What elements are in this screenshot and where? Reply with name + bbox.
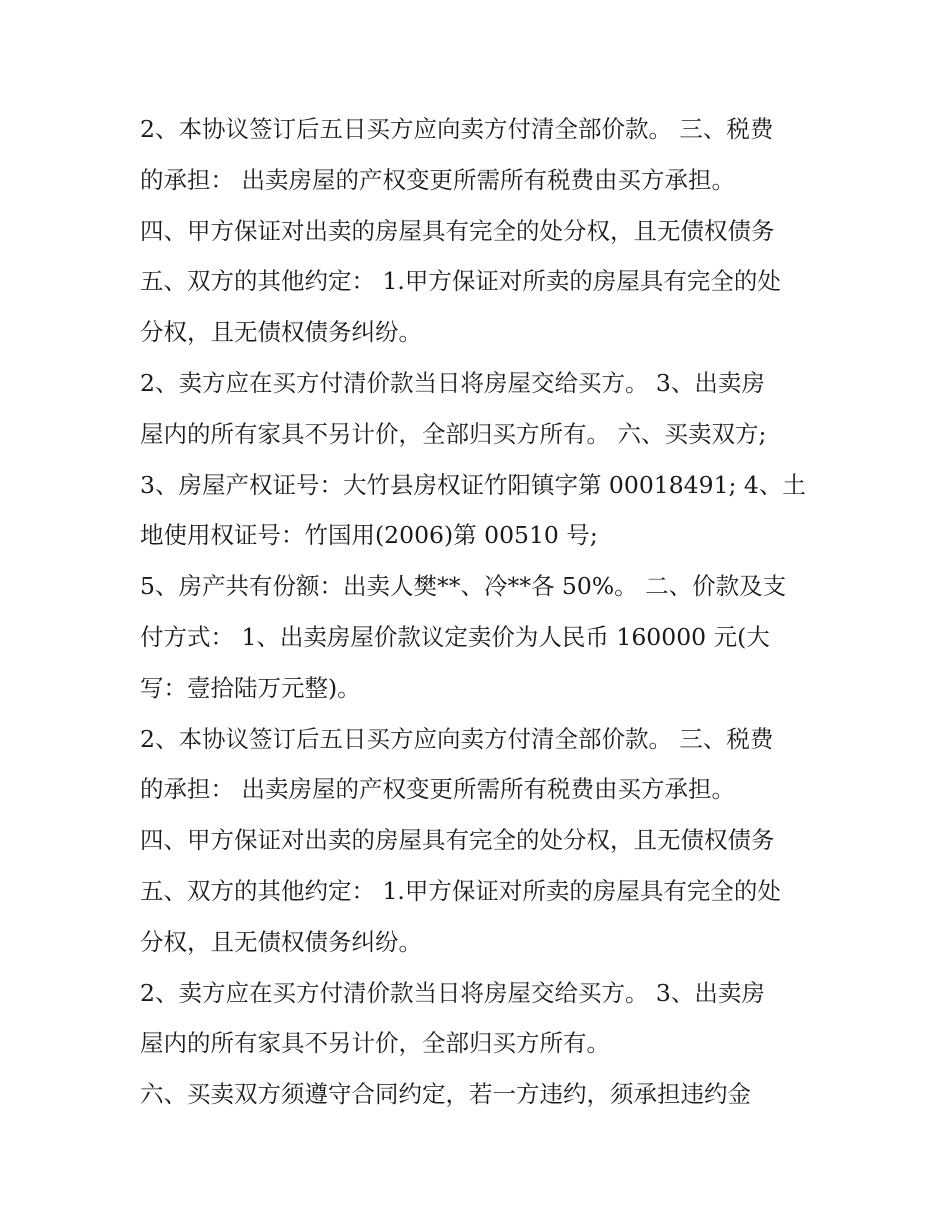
text-line-3: 四、甲方保证对出卖的房屋具有完全的处分权，且无债权债务 <box>140 216 775 245</box>
text-line-20: 六、买卖双方须遵守合同约定，若一方违约，须承担违约金 <box>140 1080 751 1109</box>
text-line-17: 分权，且无债权债务纠纷。 <box>140 927 422 956</box>
document-body <box>140 104 820 1120</box>
text-line-1: 2、本协议签订后五日买方应向卖方付清全部价款。 三、税费 <box>140 115 774 143</box>
text-line-18: 2、卖方应在买方付清价款当日将房屋交给买方。 3、出卖房 <box>140 978 765 1007</box>
text-line-2: 的承担： 出卖房屋的产权变更所需所有税费由买方承担。 <box>140 165 735 194</box>
text-line-7: 屋内的所有家具不另计价，全部归买方所有。 六、买卖双方; <box>140 419 767 448</box>
text-line-4: 五、双方的其他约定： 1.甲方保证对所卖的房屋具有完全的处 <box>140 267 781 296</box>
text-line-5: 分权，且无债权债务纠纷。 <box>140 318 422 347</box>
text-line-12: 写：壹拾陆万元整)。 <box>140 673 361 702</box>
text-line-16: 五、双方的其他约定： 1.甲方保证对所卖的房屋具有完全的处 <box>140 876 781 905</box>
text-line-11: 付方式： 1、出卖房屋价款议定卖价为人民币 160000 元(大 <box>140 622 770 651</box>
text-line-8: 3、房屋产权证号：大竹县房权证竹阳镇字第 00018491; 4、土 <box>140 470 806 499</box>
text-line-10: 5、房产共有份额：出卖人樊**、冷**各 50%。 二、价款及支 <box>140 572 787 601</box>
text-line-14: 的承担： 出卖房屋的产权变更所需所有税费由买方承担。 <box>140 775 735 804</box>
text-line-9: 地使用权证号：竹国用(2006)第 00510 号; <box>140 521 598 550</box>
text-line-15: 四、甲方保证对出卖的房屋具有完全的处分权，且无债权债务 <box>140 826 775 855</box>
text-line-6: 2、卖方应在买方付清价款当日将房屋交给买方。 3、出卖房 <box>140 368 765 397</box>
text-line-19: 屋内的所有家具不另计价，全部归买方所有。 <box>140 1029 610 1058</box>
text-line-13: 2、本协议签订后五日买方应向卖方付清全部价款。 三、税费 <box>140 724 774 753</box>
